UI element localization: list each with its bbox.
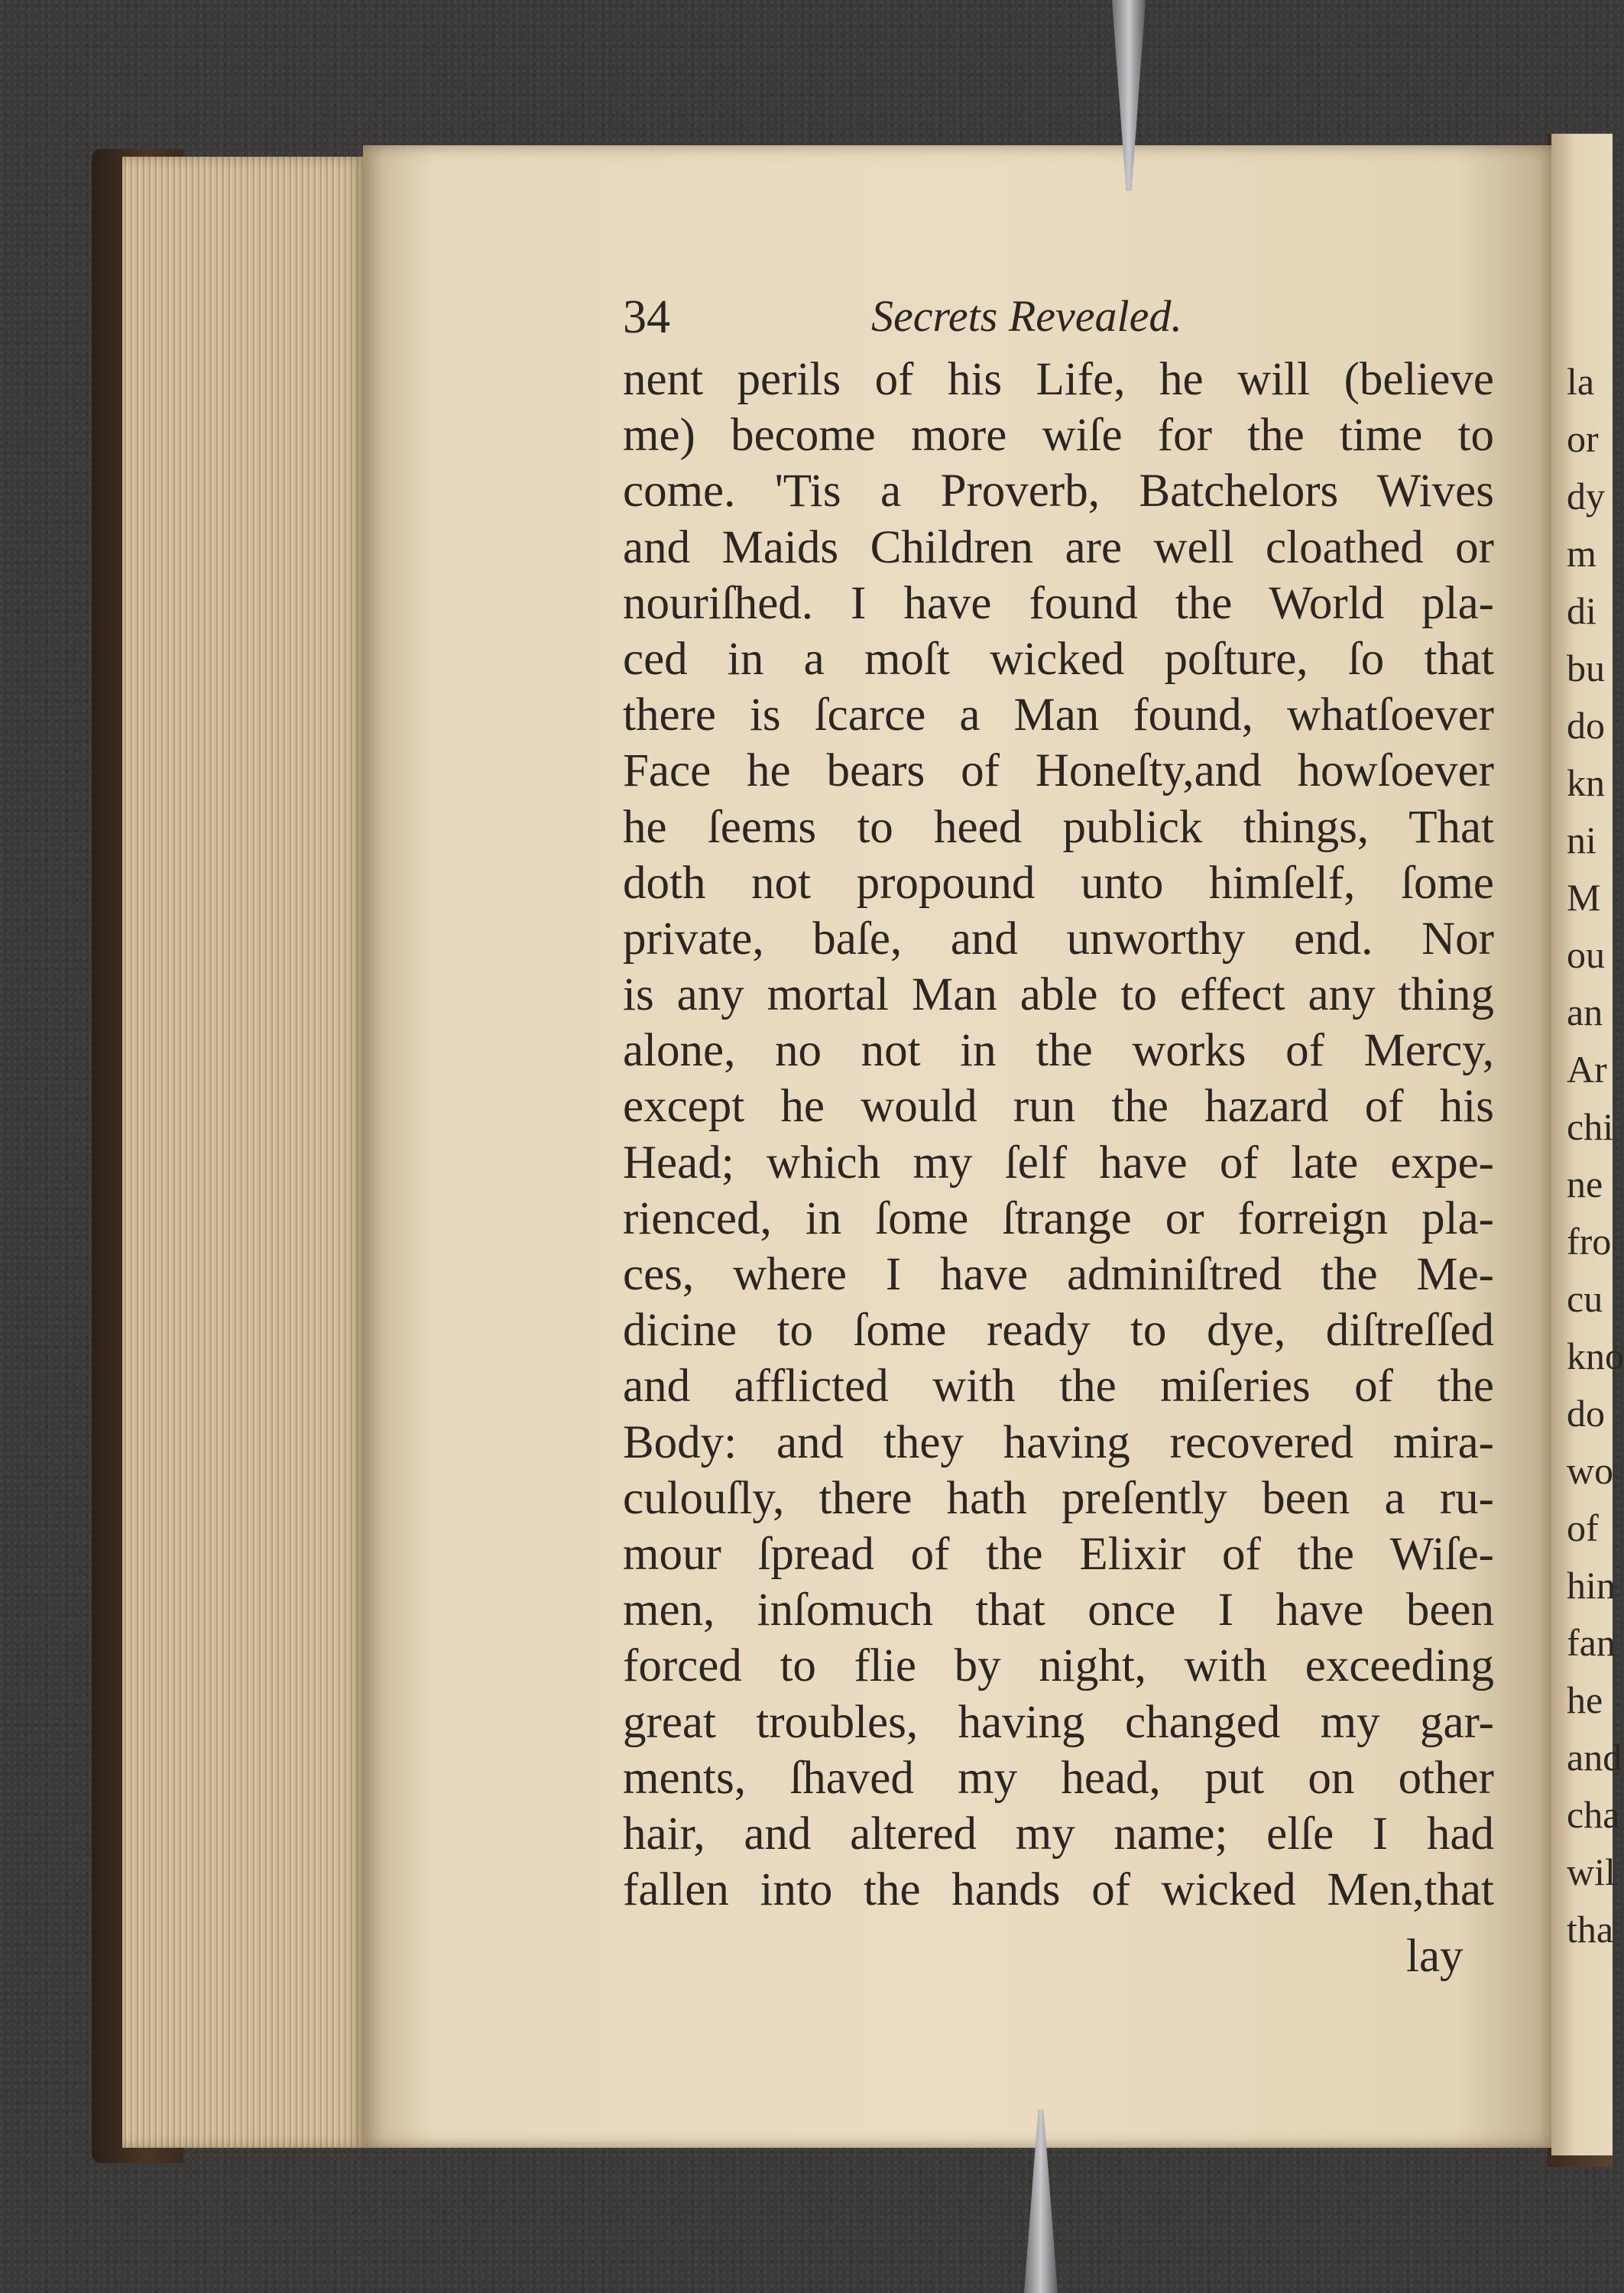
facing-page-fragment: an [1567, 991, 1603, 1033]
facing-page-fragment: M [1567, 876, 1601, 919]
facing-page-fragment: chi [1567, 1105, 1614, 1148]
facing-page-fragment: la [1567, 360, 1595, 403]
text-line: great troubles, having changed my gar- [623, 1696, 1494, 1748]
text-line: Face he bears of Honeſty,and howſoever [623, 745, 1494, 797]
facing-page [1551, 134, 1624, 2155]
text-line: he ſeems to heed publick things, That [623, 801, 1494, 853]
facing-page-fragment: fro [1567, 1220, 1612, 1263]
facing-page-fragment: ou [1567, 933, 1605, 976]
text-line: mour ſpread of the Elixir of the Wiſe- [623, 1528, 1494, 1580]
text-line: forced to flie by night, with exceeding [623, 1640, 1494, 1692]
body-text [623, 352, 1494, 1918]
text-line: ced in a moſt wicked poſture, ſo that [623, 633, 1494, 685]
text-line: ces, where I have adminiſtred the Me- [623, 1249, 1494, 1300]
page-header [623, 290, 1494, 359]
facing-page-fragment: hin [1567, 1564, 1616, 1607]
facing-page-fragment: cu [1567, 1277, 1603, 1320]
text-line: hair, and altered my name; elſe I had [623, 1808, 1494, 1860]
text-line: and Maids Children are well cloathed or [623, 521, 1494, 573]
text-line: dicine to ſome ready to dye, diſtreſſed [623, 1305, 1494, 1357]
facing-page-fragment: wo [1567, 1449, 1614, 1492]
facing-page-fragment: dy [1567, 475, 1605, 517]
facing-page-fragment: and [1567, 1736, 1622, 1779]
text-line: me) become more wiſe for the time to [623, 410, 1494, 462]
facing-page-fragment: do [1567, 704, 1605, 747]
running-title: Secrets Revealed. [871, 291, 1182, 341]
text-line: culouſly, there hath preſently been a ru- [623, 1472, 1494, 1524]
facing-page-fragment: ne [1567, 1163, 1603, 1205]
page-edges [122, 157, 367, 2148]
text-line: alone, no not in the works of Mercy, [623, 1025, 1494, 1077]
text-line: nouriſhed. I have found the World pla- [623, 577, 1494, 629]
facing-page-fragment: of [1567, 1507, 1599, 1549]
facing-page-fragment: fan [1567, 1621, 1616, 1664]
text-line: nent perils of his Life, he will (believe [623, 354, 1494, 405]
facing-page-fragment: tha [1567, 1908, 1614, 1951]
facing-page-fragment: kn [1567, 761, 1605, 804]
text-line: except he would run the hazard of his [623, 1081, 1494, 1133]
catchword: lay [1406, 1931, 1464, 1982]
facing-page-fragment: cha [1567, 1793, 1620, 1836]
facing-page-fragment: wil [1567, 1850, 1616, 1893]
facing-page-fragment: he [1567, 1678, 1603, 1721]
text-line: rienced, in ſome ſtrange or forreign pla- [623, 1192, 1494, 1244]
text-line: there is ſcarce a Man found, whatſoever [623, 689, 1494, 741]
facing-page-fragment: bu [1567, 647, 1605, 689]
facing-page-fragment: di [1567, 589, 1596, 632]
facing-page-fragment: or [1567, 417, 1599, 460]
text-line: and afflicted with the miſeries of the [623, 1361, 1494, 1412]
text-line: Head; which my ſelf have of late expe- [623, 1137, 1494, 1189]
text-line: is any mortal Man able to effect any thing [623, 969, 1494, 1021]
text-line: private, baſe, and unworthy end. Nor [623, 913, 1494, 965]
text-line: Body: and they having recovered mira- [623, 1416, 1494, 1468]
text-line: men, inſomuch that once I have been [623, 1584, 1494, 1636]
text-line: doth not propound unto himſelf, ſome [623, 857, 1494, 909]
text-line: ments, ſhaved my head, put on other [623, 1752, 1494, 1804]
facing-page-fragment: do [1567, 1392, 1605, 1435]
text-line: fallen into the hands of wicked Men,that [623, 1864, 1494, 1916]
page-number: 34 [623, 291, 670, 343]
facing-page-fragment: m [1567, 532, 1596, 575]
facing-page-fragment: ni [1567, 819, 1596, 861]
text-line: come. 'Tis a Proverb, Batchelors Wives [623, 465, 1494, 517]
facing-page-fragment: Ar [1567, 1048, 1607, 1091]
facing-page-fragment: kno [1567, 1335, 1624, 1377]
